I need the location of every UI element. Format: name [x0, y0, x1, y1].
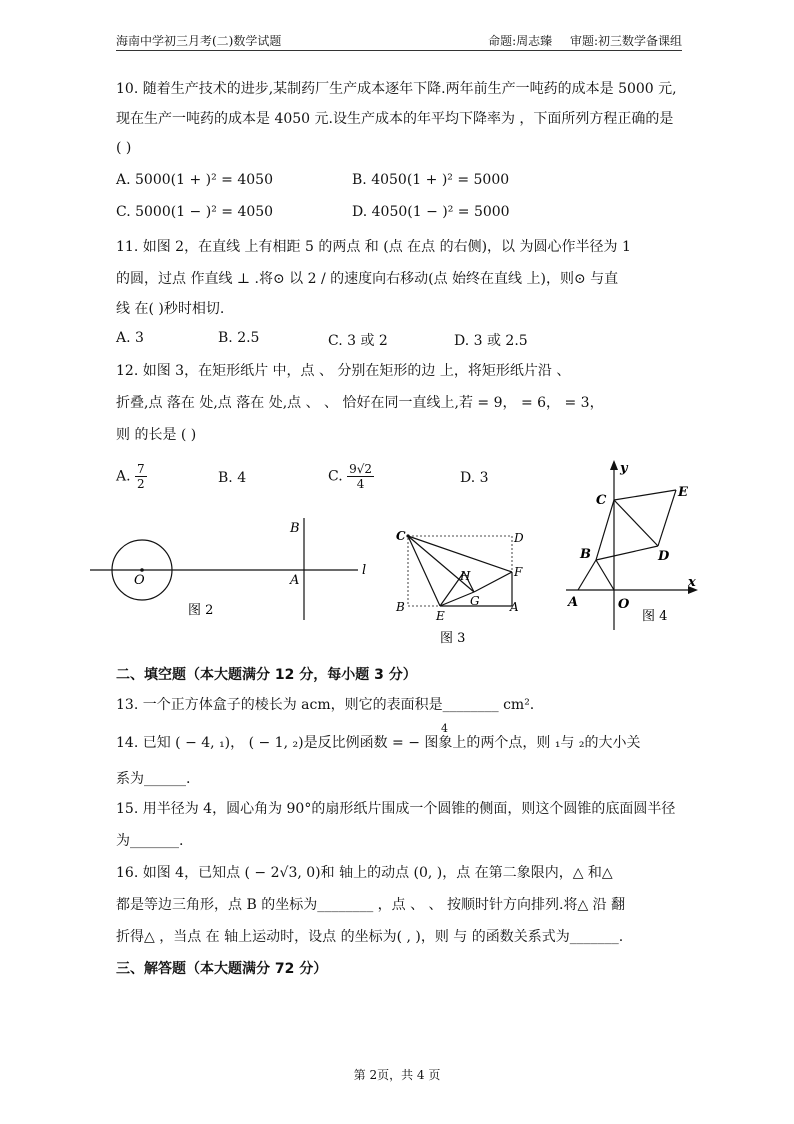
fig4-label-e: E	[678, 485, 688, 500]
fig2-caption: 图 2	[188, 603, 214, 618]
q12-line2: 折叠,点 落在 处,点 落在 处,点 、 、 恰好在同一直线上,若 = 9， = 6， = 3，	[116, 395, 604, 411]
q12-option-b: B. 4	[218, 470, 247, 486]
q12-option-c-prefix: C.	[328, 468, 343, 485]
q12-option-a-fraction	[135, 462, 147, 491]
header-credits	[474, 32, 682, 49]
fig4-side-ed	[658, 490, 676, 546]
q14-line2: 系为______.	[116, 771, 191, 787]
fig2-label-l: l	[362, 563, 367, 578]
fig4-label-c: C	[596, 493, 607, 508]
fig4-label-y: y	[620, 461, 628, 476]
q16-line2: 都是等边三角形，点 B 的坐标为________ ，点 、 、 按顺时针方向排列.将△ 沿 翻	[116, 897, 626, 913]
q11-option-d: D. 3 或 2.5	[454, 333, 528, 349]
q12-option-a	[116, 462, 147, 491]
q11-option-c: C. 3 或 2	[328, 333, 388, 349]
fig4-label-a: A	[568, 595, 579, 610]
fig3-label-e: E	[436, 609, 445, 623]
q16-line1: 16. 如图 4，已知点 ( − 2√3, 0)和 轴上的动点 (0, )，点 在第二象限内，△ 和△	[116, 865, 613, 881]
q10-option-a: A. 5000(1 + )² = 4050	[116, 172, 273, 188]
q12-option-a-numerator: 7	[137, 462, 145, 476]
page-header	[116, 30, 682, 51]
q15-line1: 15. 用半径为 4，圆心角为 90°的扇形纸片围成一个圆锥的侧面，则这个圆锥的底面圆半径	[116, 801, 676, 817]
figure-2	[88, 512, 378, 622]
page-footer: 第 2页，共 4 页	[353, 1068, 441, 1082]
q11-line1: 11. 如图 2，在直线 上有相距 5 的两点 和 (点 在点 的右侧)，以 为圆心作半径为 1	[116, 239, 631, 255]
fig3-point-c	[406, 534, 409, 537]
q12-option-a-denominator: 2	[137, 477, 145, 491]
fig4-side-bc	[596, 500, 614, 560]
figure-4	[558, 458, 706, 634]
fig3-line-cg	[408, 536, 474, 592]
q12-option-d: D. 3	[460, 470, 489, 486]
section-solutions-heading: 三、解答题（本大题满分 72 分）	[116, 961, 328, 977]
fig4-label-d: D	[658, 549, 670, 564]
fig3-label-a: A	[510, 600, 519, 614]
fig4-label-b: B	[580, 547, 591, 562]
q12-option-c-numerator: 9√2	[349, 462, 373, 476]
q11-option-b: B. 2.5	[218, 330, 260, 346]
fig3-fold-cf	[408, 536, 512, 572]
q15-line2: 为_______.	[116, 833, 184, 849]
figure-3	[392, 526, 528, 650]
fig3-caption: 图 3	[440, 631, 466, 646]
fig4-label-o: O	[618, 597, 630, 612]
fig2-label-b: B	[290, 521, 300, 536]
q13-line: 13. 一个正方体盒子的棱长为 acm，则它的表面积是________ cm².	[116, 697, 535, 713]
q10-option-b: B. 4050(1 + )² = 5000	[352, 172, 510, 188]
fig3-label-b: B	[396, 600, 405, 614]
fig4-side-ce	[614, 490, 676, 500]
q11-line2: 的圆，过点 作直线 ⊥ .将⊙ 以 2 / 的速度向右移动(点 始终在直线 上)，则⊙ 与直	[116, 271, 619, 287]
fig4-side-cd	[614, 500, 658, 546]
fig4-side-ab	[578, 560, 596, 590]
fig2-label-o: O	[134, 573, 145, 588]
fig3-fold-ce	[408, 536, 440, 606]
q10-option-d: D. 4050(1 − )² = 5000	[352, 204, 510, 220]
fig4-side-bd	[596, 546, 658, 560]
fig3-line-gf	[474, 572, 512, 592]
q10-line3: ( )	[116, 140, 132, 156]
q10-option-c: C. 5000(1 − )² = 4050	[116, 204, 274, 220]
fig4-label-x: x	[688, 575, 696, 590]
fig4-side-bo	[596, 560, 614, 590]
q11-line3: 线 在( )秒时相切.	[116, 301, 225, 317]
q12-line1: 12. 如图 3，在矩形纸片 中，点 、 分别在矩形的边 上，将矩形纸片沿 、	[116, 363, 571, 379]
q12-option-c-fraction	[347, 462, 374, 491]
q10-line1: 10. 随着生产技术的进步,某制药厂生产成本逐年下降.两年前生产一吨药的成本是 5000 元,	[116, 81, 677, 97]
fig3-label-c: C	[396, 529, 406, 543]
fig4-y-arrow	[610, 460, 618, 470]
q14-line1: 14. 已知 ( − 4, ₁)， ( − 1, ₂)是反比例函数 = − 图象上的两个点，则 ₁与 ₂的大小关	[116, 735, 641, 751]
section-fill-in-heading: 二、填空题（本大题满分 12 分，每小题 3 分）	[116, 667, 417, 683]
q16-line3: 折得△ ，当点 在 轴上运动时，设点 的坐标为( , )，则 与 的函数关系式为_______.	[116, 929, 624, 945]
fig4-caption: 图 4	[642, 609, 668, 624]
q10-line2: 现在生产一吨药的成本是 4050 元.设生产成本的年平均下降率为 ，下面所列方程正确的是	[116, 111, 674, 127]
author-credit: 命题:周志臻	[488, 34, 553, 48]
q11-option-a: A. 3	[116, 330, 144, 346]
q12-option-c	[328, 462, 374, 491]
fig2-center-dot	[140, 568, 144, 572]
fig3-label-d: D	[514, 531, 524, 545]
fig3-label-f: F	[514, 565, 523, 579]
q12-line3: 则 的长是 ( )	[116, 427, 197, 443]
q14-fraction-numerator: 4	[441, 722, 448, 735]
q12-option-a-prefix: A.	[116, 468, 131, 485]
q12-option-c-denominator: 4	[356, 477, 365, 491]
fig2-label-a: A	[290, 573, 300, 588]
reviewer-credit: 审题:初三数学备课组	[569, 34, 682, 48]
fig3-label-h: H	[460, 569, 471, 583]
fig3-label-g: G	[470, 594, 480, 608]
exam-title: 海南中学初三月考(二)数学试题	[116, 34, 282, 48]
